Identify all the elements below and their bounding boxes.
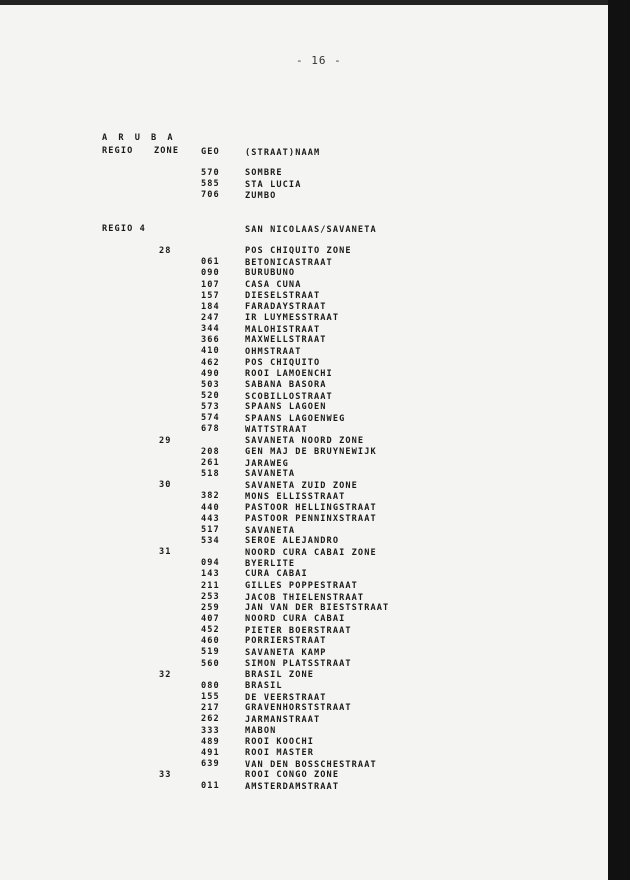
scan-edge-top xyxy=(0,0,630,5)
row-naam: SAVANETA ZUID ZONE xyxy=(245,480,358,491)
row-geo: 407 xyxy=(201,614,220,624)
row-naam: SIMON PLATSSTRAAT xyxy=(245,659,352,670)
header-geo: GEO xyxy=(201,147,220,157)
row-geo: 247 xyxy=(201,312,220,323)
row-naam: DIESELSTRAAT xyxy=(245,291,321,302)
row-naam: ROOI KOOCHI xyxy=(245,736,315,747)
row-geo: 410 xyxy=(201,346,220,357)
row-geo: 262 xyxy=(201,714,220,725)
row-geo: 585 xyxy=(201,179,220,190)
row-geo: 217 xyxy=(201,703,220,714)
header-zone: ZONE xyxy=(154,146,180,156)
row-zone: 32 xyxy=(159,669,172,680)
row-geo: 452 xyxy=(201,625,220,636)
row-regio: REGIO 4 xyxy=(102,223,146,234)
row-geo: 706 xyxy=(201,190,220,201)
row-geo: 639 xyxy=(201,758,220,769)
row-naam: PASTOOR PENNINXSTRAAT xyxy=(245,514,377,525)
row-geo: 519 xyxy=(201,647,220,658)
row-naam: VAN DEN BOSSCHESTRAAT xyxy=(245,759,377,770)
row-naam: SAVANETA KAMP xyxy=(245,647,327,658)
row-naam: SAVANETA xyxy=(245,469,296,480)
row-geo: 462 xyxy=(201,357,220,368)
row-geo: 061 xyxy=(201,257,220,268)
row-naam: BRASIL ZONE xyxy=(245,669,315,680)
row-geo: 574 xyxy=(201,413,220,424)
row-naam: BETONICASTRAAT xyxy=(245,258,333,268)
row-geo: 460 xyxy=(201,636,220,647)
row-naam: POS CHIQUITO ZONE xyxy=(245,246,352,257)
row-naam: CASA CUNA xyxy=(245,279,302,290)
row-naam: MAXWELLSTRAAT xyxy=(245,335,327,346)
row-naam: MALOHISTRAAT xyxy=(245,324,321,335)
row-geo: 443 xyxy=(201,513,220,524)
row-naam: MABON xyxy=(245,726,277,737)
row-zone: 33 xyxy=(159,770,172,781)
row-naam: SCOBILLOSTRAAT xyxy=(245,391,333,402)
row-geo: 490 xyxy=(201,368,220,379)
row-zone: 30 xyxy=(159,480,172,491)
row-naam: CURA CABAI xyxy=(245,569,308,580)
row-zone: 28 xyxy=(159,246,172,257)
row-geo: 143 xyxy=(201,569,220,580)
row-naam: JARMANSTRAAT xyxy=(245,714,321,725)
row-naam: SAVANETA NOORD ZONE xyxy=(245,435,365,446)
row-naam: JARAWEG xyxy=(245,458,289,469)
row-naam: GRAVENHORSTSTRAAT xyxy=(245,703,352,714)
page-number: - 16 - xyxy=(296,54,342,67)
row-geo: 440 xyxy=(201,502,220,513)
row-naam: BYERLITE xyxy=(245,559,296,570)
row-naam: GILLES POPPESTRAAT xyxy=(245,580,358,591)
row-geo: 678 xyxy=(201,424,220,435)
row-geo: 344 xyxy=(201,324,220,335)
row-geo: 090 xyxy=(201,268,220,279)
row-naam: PIETER BOERSTRAAT xyxy=(245,625,352,636)
country-heading: A R U B A xyxy=(102,133,176,143)
scan-edge-right xyxy=(608,0,630,880)
header-naam: (STRAAT)NAAM xyxy=(245,148,321,158)
row-naam: SABANA BASORA xyxy=(245,380,327,391)
row-geo: 011 xyxy=(201,781,220,792)
row-geo: 184 xyxy=(201,301,220,312)
row-geo: 503 xyxy=(201,379,220,390)
row-naam: SAVANETA xyxy=(245,525,296,536)
header-regio: REGIO xyxy=(102,146,134,156)
row-geo: 253 xyxy=(201,591,220,602)
row-naam: ROOI CONGO ZONE xyxy=(245,770,340,781)
row-geo: 208 xyxy=(201,446,220,457)
row-naam: ZUMBO xyxy=(245,191,277,202)
row-geo: 573 xyxy=(201,402,220,413)
row-geo: 366 xyxy=(201,335,220,346)
row-geo: 259 xyxy=(201,602,220,613)
row-geo: 333 xyxy=(201,725,220,736)
row-naam: BURUBUNO xyxy=(245,268,296,279)
row-naam: PORRIERSTRAAT xyxy=(245,636,327,647)
row-naam: AMSTERDAMSTRAAT xyxy=(245,781,340,792)
row-geo: 157 xyxy=(201,290,220,301)
row-naam: SAN NICOLAAS/SAVANETA xyxy=(245,224,377,235)
row-naam: SPAANS LAGOENWEG xyxy=(245,413,346,424)
row-geo: 560 xyxy=(201,658,220,669)
row-geo: 211 xyxy=(201,580,220,591)
row-naam: GEN MAJ DE BRUYNEWIJK xyxy=(245,447,377,458)
row-geo: 382 xyxy=(201,491,220,502)
row-naam: SOMBRE xyxy=(245,168,283,178)
row-geo: 520 xyxy=(201,391,220,401)
row-naam: PASTOOR HELLINGSTRAAT xyxy=(245,502,377,513)
row-naam: JAN VAN DER BIESTSTRAAT xyxy=(245,602,390,613)
row-geo: 489 xyxy=(201,736,220,747)
row-naam: POS CHIQUITO xyxy=(245,358,321,369)
row-naam: DE VEERSTRAAT xyxy=(245,692,327,703)
row-geo: 261 xyxy=(201,457,220,468)
row-naam: SEROE ALEJANDRO xyxy=(245,535,340,546)
row-naam: BRASIL xyxy=(245,681,283,692)
row-naam: SPAANS LAGOEN xyxy=(245,402,327,413)
row-geo: 534 xyxy=(201,535,220,546)
row-geo: 517 xyxy=(201,524,220,535)
row-naam: NOORD CURA CABAI xyxy=(245,614,346,625)
row-geo: 518 xyxy=(201,469,220,480)
row-zone: 29 xyxy=(159,435,172,446)
row-naam: NOORD CURA CABAI ZONE xyxy=(245,547,377,558)
row-naam: WATTSTRAAT xyxy=(245,425,308,436)
row-geo: 155 xyxy=(201,692,220,703)
row-geo: 570 xyxy=(201,168,220,178)
row-naam: JACOB THIELENSTRAAT xyxy=(245,592,365,603)
row-naam: FARADAYSTRAAT xyxy=(245,301,327,312)
row-naam: MONS ELLISSTRAAT xyxy=(245,492,346,503)
row-naam: STA LUCIA xyxy=(245,179,302,190)
row-naam: OHMSTRAAT xyxy=(245,346,302,357)
row-geo: 491 xyxy=(201,747,220,758)
row-geo: 080 xyxy=(201,680,220,691)
row-geo: 094 xyxy=(201,558,220,569)
row-naam: IR LUYMESSTRAAT xyxy=(245,313,340,324)
row-naam: ROOI MASTER xyxy=(245,748,315,759)
row-naam: ROOI LAMOENCHI xyxy=(245,368,333,379)
row-geo: 107 xyxy=(201,279,220,290)
row-zone: 31 xyxy=(159,547,172,558)
